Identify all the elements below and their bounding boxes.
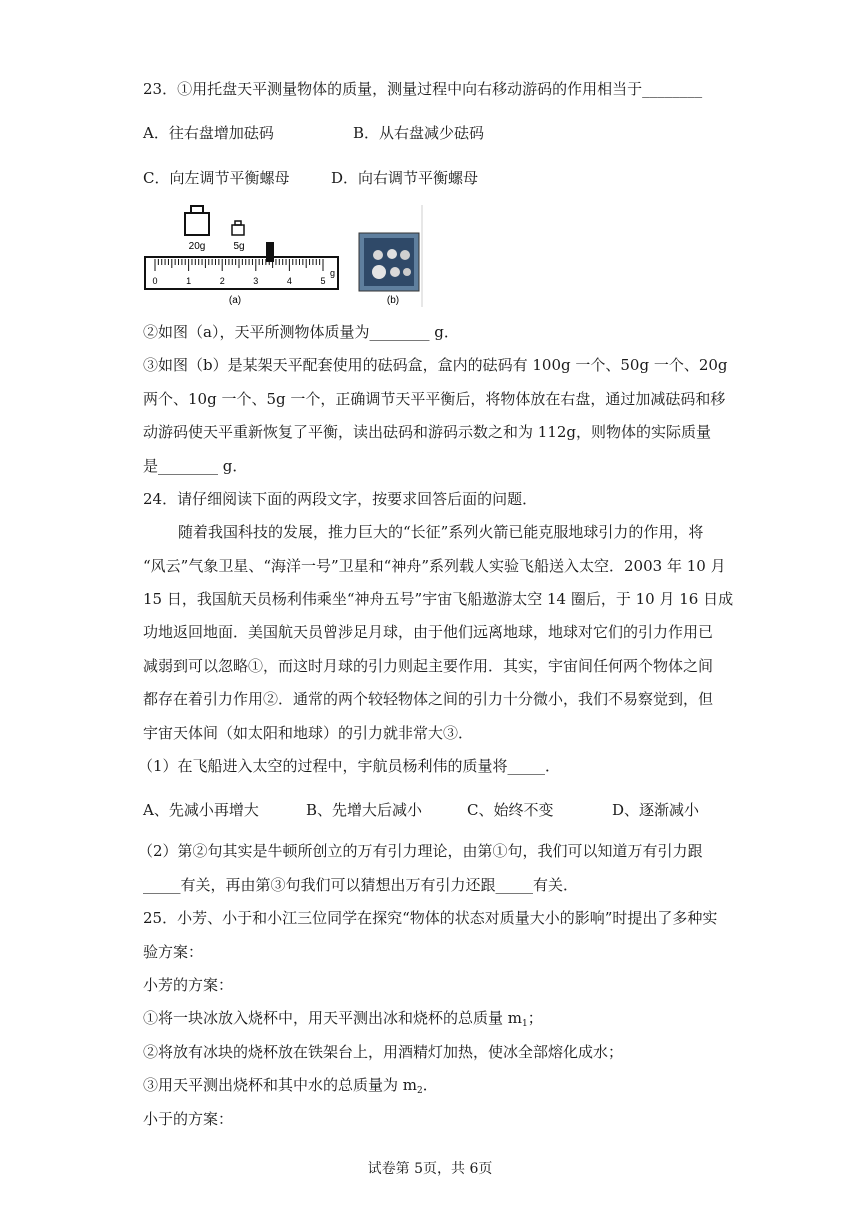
q24-option-c: C、始终不变 [467,801,554,819]
q25-stem-line2: 验方案： [143,943,204,961]
q23-part3-line2: 两个、10g 一个、5g 一个，正确调节天平平衡后，将物体放在右盘，通过加减砝码和移 [143,390,726,408]
scale-unit: g [330,268,336,278]
q25-step3-subscript: 2 [417,1086,423,1096]
q24-option-d: D、逐渐减小 [612,801,700,819]
q23-part3-line4: 是________ g． [143,457,248,475]
q23-option-c: C．向左调节平衡螺母 [143,169,290,187]
q23-option-d: D．向右调节平衡螺母 [331,169,479,187]
q24-sub1: （1）在飞船进入太空的过程中，宇航员杨利伟的质量将_____． [138,757,561,775]
q24-paragraph-line: 随着我国科技的发展，推力巨大的“长征”系列火箭已能克服地球引力的作用，将 [178,523,704,541]
weight-20g-label: 20g [188,241,206,252]
q25-step3-end: ． [422,1076,438,1094]
q25-step1-end: ； [527,1009,543,1027]
q23-part3-line3: 动游码使天平重新恢复了平衡，读出砝码和游码示数之和为 112g，则物体的实际质量 [143,423,712,441]
caption-a: (a) [228,295,242,306]
q25-yu-title: 小于的方案： [143,1110,234,1128]
q24-option-b: B、先增大后减小 [306,801,423,819]
q25-fang-title: 小芳的方案： [143,976,234,994]
q23-option-b: B．从右盘减少砝码 [353,124,485,142]
scale-ticks [155,259,323,271]
q24-paragraph-line: 功地返回地面．美国航天员曾涉足月球，由于他们远离地球，地球对它们的引力作用已 [143,623,714,641]
rider-icon [266,242,274,262]
weight-5g-icon [232,221,244,235]
scale-bar [145,257,338,289]
q24-paragraph-line: 宇宙天体间（如太阳和地球）的引力就非常大③． [143,724,474,742]
weight-20g-icon [185,206,209,235]
q24-paragraph-line: 减弱到可以忽略①，而这时月球的引力则起主要作用．其实，宇宙间任何两个物体之间 [143,657,714,675]
balance-figure [143,203,425,309]
q23-part2: ②如图（a），天平所测物体质量为________ g． [143,323,459,341]
q24-paragraph-line: “风云”气象卫星、“海洋一号”卫星和“神舟”系列载人实验飞船送入太空．2003 年 10 月 [143,557,726,575]
q25-step3-text: ③用天平测出烧杯和其中水的总质量为 m [143,1076,417,1094]
scale-tick-label: 4 [286,276,292,286]
scale-tick-label: 1 [186,276,192,286]
q25-stem-line1: 25．小芳、小于和小江三位同学在探究“物体的状态对质量大小的影响”时提出了多种实 [143,909,718,927]
weight-box-photo [359,233,419,291]
scale-tick-label: 3 [253,276,259,286]
q24-option-a: A、先减小再增大 [143,801,259,819]
scale-tick-label: 0 [152,276,158,286]
q24-stem: 24．请仔细阅读下面的两段文字，按要求回答后面的问题． [143,490,538,508]
page-footer: 试卷第 5页，共 6页 [367,1161,493,1177]
q25-step1-text: ①将一块冰放入烧杯中，用天平测出冰和烧杯的总质量 m [143,1009,522,1027]
q25-step1-subscript: 1 [522,1019,528,1029]
q25-step2: ②将放有冰块的烧杯放在铁架台上，用酒精灯加热，使冰全部熔化成水； [143,1043,624,1061]
q25-step1 [143,1008,543,1034]
q24-paragraph-line: 都存在着引力作用②．通常的两个较轻物体之间的引力十分微小，我们不易察觉到，但 [143,690,714,708]
scale-tick-label: 2 [219,276,225,286]
weight-5g-label: 5g [233,241,245,252]
caption-b: (b) [386,295,400,306]
q23-option-a: A．往右盘增加砝码 [143,124,274,142]
q24-sub2-line1: （2）第②句其实是牛顿所创立的万有引力理论，由第①句，我们可以知道万有引力跟 [138,842,703,860]
q23-part3-line1: ③如图（b）是某架天平配套使用的砝码盒，盒内的砝码有 100g 一个、50g 一个、20g [143,356,728,374]
scale-tick-labels [152,276,325,286]
scale-tick-label: 5 [320,276,326,286]
q25-step3 [143,1075,438,1101]
q24-paragraph-line: 15 日，我国航天员杨利伟乘坐“神舟五号”宇宙飞船遨游太空 14 圈后，于 10 月 16 日成 [143,590,734,608]
q24-sub2-line2: _____有关，再由第③句我们可以猜想出万有引力还跟_____有关． [143,876,579,894]
q23-stem: 23．①用托盘天平测量物体的质量，测量过程中向右移动游码的作用相当于________ [143,80,703,98]
